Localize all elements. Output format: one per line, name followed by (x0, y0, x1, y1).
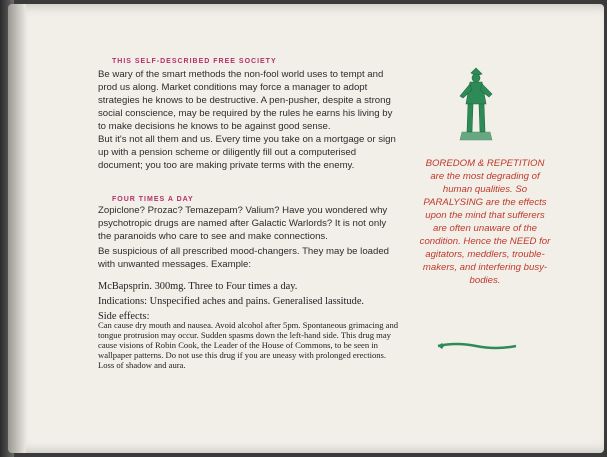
paragraph-psychotropic: Zopiclone? Prozac? Temazepam? Valium? Have you wondered why psychotropic drugs are named after Galactic Warlords? It is not only the paranoids who care to see and make connections. (98, 205, 388, 242)
dosage-line: McBapsprin. 300mg. Three to Four times a day. (98, 281, 298, 292)
paragraph-smart-methods: Be wary of the smart methods the non-fool world uses to tempt and prod us along. Market conditions may force a manager to adopt strategies he knows to be destructive. A pen-pusher, despite a strong social conscience, may be required by the rules he earns his living by to make decisions he knows to be against good sense. (98, 69, 393, 132)
paragraph-suspicious: Be suspicious of all prescribed mood-changers. They may be loaded with unwanted messages. Example: (98, 246, 389, 270)
book-gutter (8, 4, 26, 453)
green-flourish-ornament (436, 341, 518, 351)
section-heading-free-society: THIS SELF-DESCRIBED FREE SOCIETY (112, 58, 277, 65)
sidebar-quote: BOREDOM & REPETITION are the most degrading of human qualities. So PARALYSING are the effects upon the mind that sufferers are often unaware of the condition. Hence the NEED for agitators, meddlers, trouble-makers, and interfering busy-bodies. (419, 158, 551, 286)
side-effects-text: Can cause dry mouth and nausea. Avoid alcohol after 5pm. Spontaneous grimacing and tongue protrusion may occur. Sudden spasms down the left-hand side. This drug may cause visions of Robin Cook, the Leader of the House of Commons, to be seen in wallpaper patterns. Do not use this drug if you are uneasy with prolonged erections. Loss of shadow and aura. (98, 320, 399, 370)
green-figure-illustration (446, 62, 506, 152)
side-effects-heading: Side effects: (98, 311, 150, 322)
indications-line: Indications: Unspecified aches and pains. Generalised lassitude. (98, 296, 365, 307)
paragraph-them-and-us: But it's not all them and us. Every time you take on a mortgage or sign up with a pension scheme or diligently fill out a computerised document; you too are making private terms with the enemy. (98, 134, 396, 171)
section-heading-four-times: FOUR TIMES A DAY (112, 196, 194, 203)
